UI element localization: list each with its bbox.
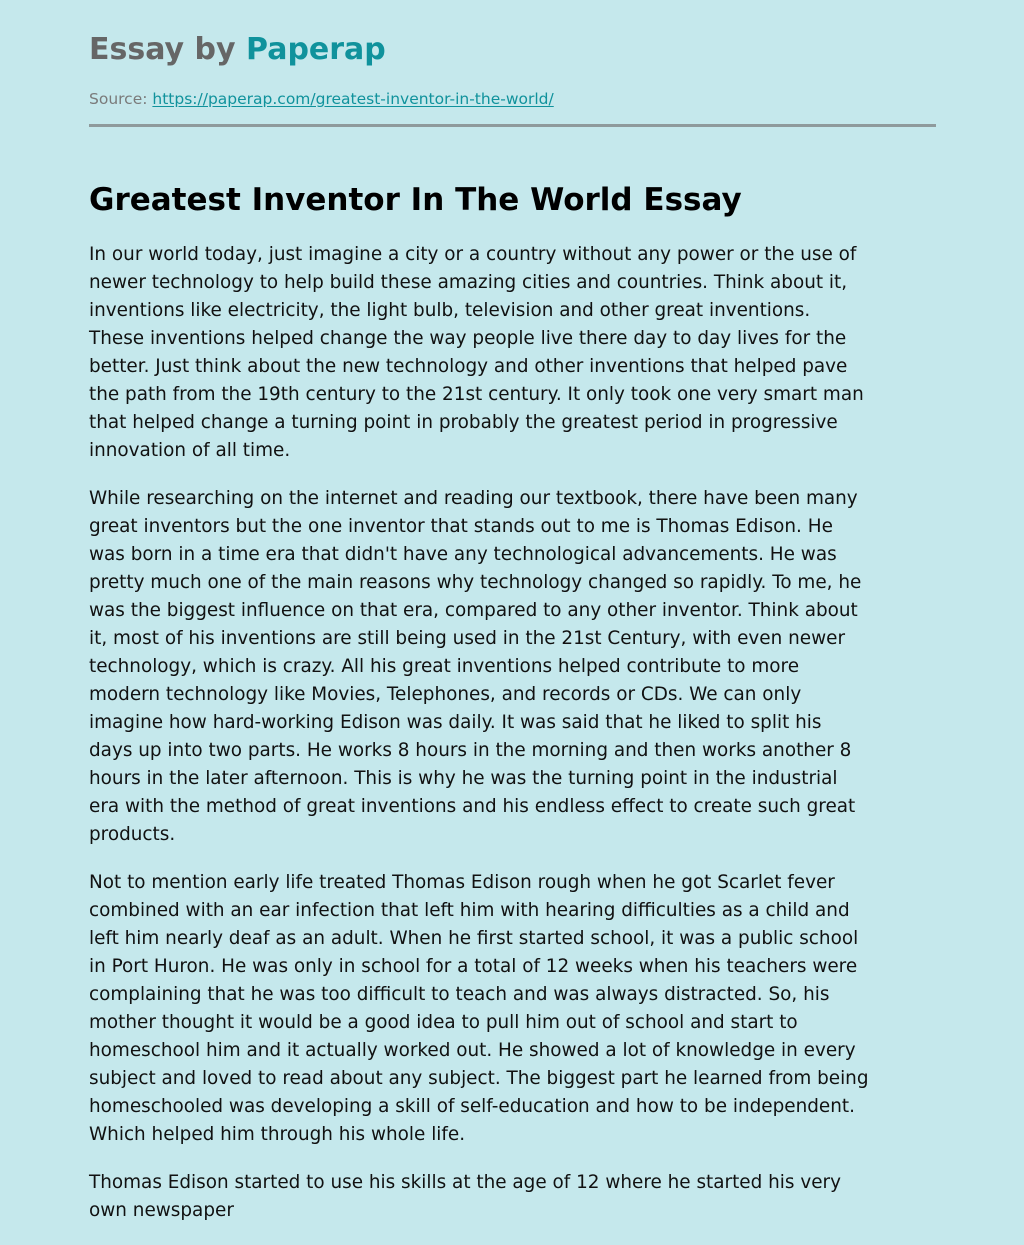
brand-prefix: Essay by bbox=[89, 32, 247, 67]
site-header bbox=[89, 28, 936, 110]
paragraph: In our world today, just imagine a city or a country without any power or the use of newer technology to help build these amazing cities and countries. Think about it, inventions like electricity, the light bulb, television and other great inventions. These inventions helped change the way people live there day to day lives for the better. Just think about the new technology and other inventions that helped pave the path from the 19th century to the 21st century. It only took one very smart man that helped change a turning point in probably the greatest period in progressive innovation of all time. bbox=[89, 244, 864, 461]
source-label: Source: bbox=[89, 90, 153, 108]
source-line bbox=[89, 88, 936, 110]
brand-name: Paperap bbox=[246, 32, 386, 67]
header-divider bbox=[89, 124, 936, 127]
paragraph: While researching on the internet and reading our textbook, there have been many great inventors but the one inventor that stands out to me is Thomas Edison. He was born in a time era that didn't have any technological advancements. He was pretty much one of the main reasons why technology changed so rapidly. To me, he was the biggest influence on that era, compared to any other inventor. Think about it, most of his inventions are still being used in the 21st Century, with even newer technology, which is crazy. All his great inventions helped contribute to more modern technology like Movies, Telephones, and records or CDs. We can only imagine how hard-working Edison was daily. It was said that he liked to split his days up into two parts. He works 8 hours in the morning and then works another 8 hours in the later afternoon. This is why he was the turning point in the industrial era with the method of great inventions and his endless effect to create such great products. bbox=[89, 488, 862, 845]
essay-title: Greatest Inventor In The World Essay bbox=[89, 182, 742, 218]
essay-body bbox=[89, 241, 949, 1245]
source-link[interactable]: https://paperap.com/greatest-inventor-in-the-world/ bbox=[152, 90, 554, 108]
paragraph: Thomas Edison started to use his skills at the age of 12 where he started his very own newspaper bbox=[89, 1172, 841, 1221]
site-brand bbox=[89, 28, 936, 72]
paragraph: Not to mention early life treated Thomas Edison rough when he got Scarlet fever combined with an ear infection that left him with hearing difficulties as a child and left him nearly deaf as an adult. When he first started school, it was a public school in Port Huron. He was only in school for a total of 12 weeks when his teachers were complaining that he was too difficult to teach and was always distracted. So, his mother thought it would be a good idea to pull him out of school and start to homeschool him and it actually worked out. He showed a lot of knowledge in every subject and loved to read about any subject. The biggest part he learned from being homeschooled was developing a skill of self-education and how to be independent. Which helped him through his whole life. bbox=[89, 872, 869, 1145]
